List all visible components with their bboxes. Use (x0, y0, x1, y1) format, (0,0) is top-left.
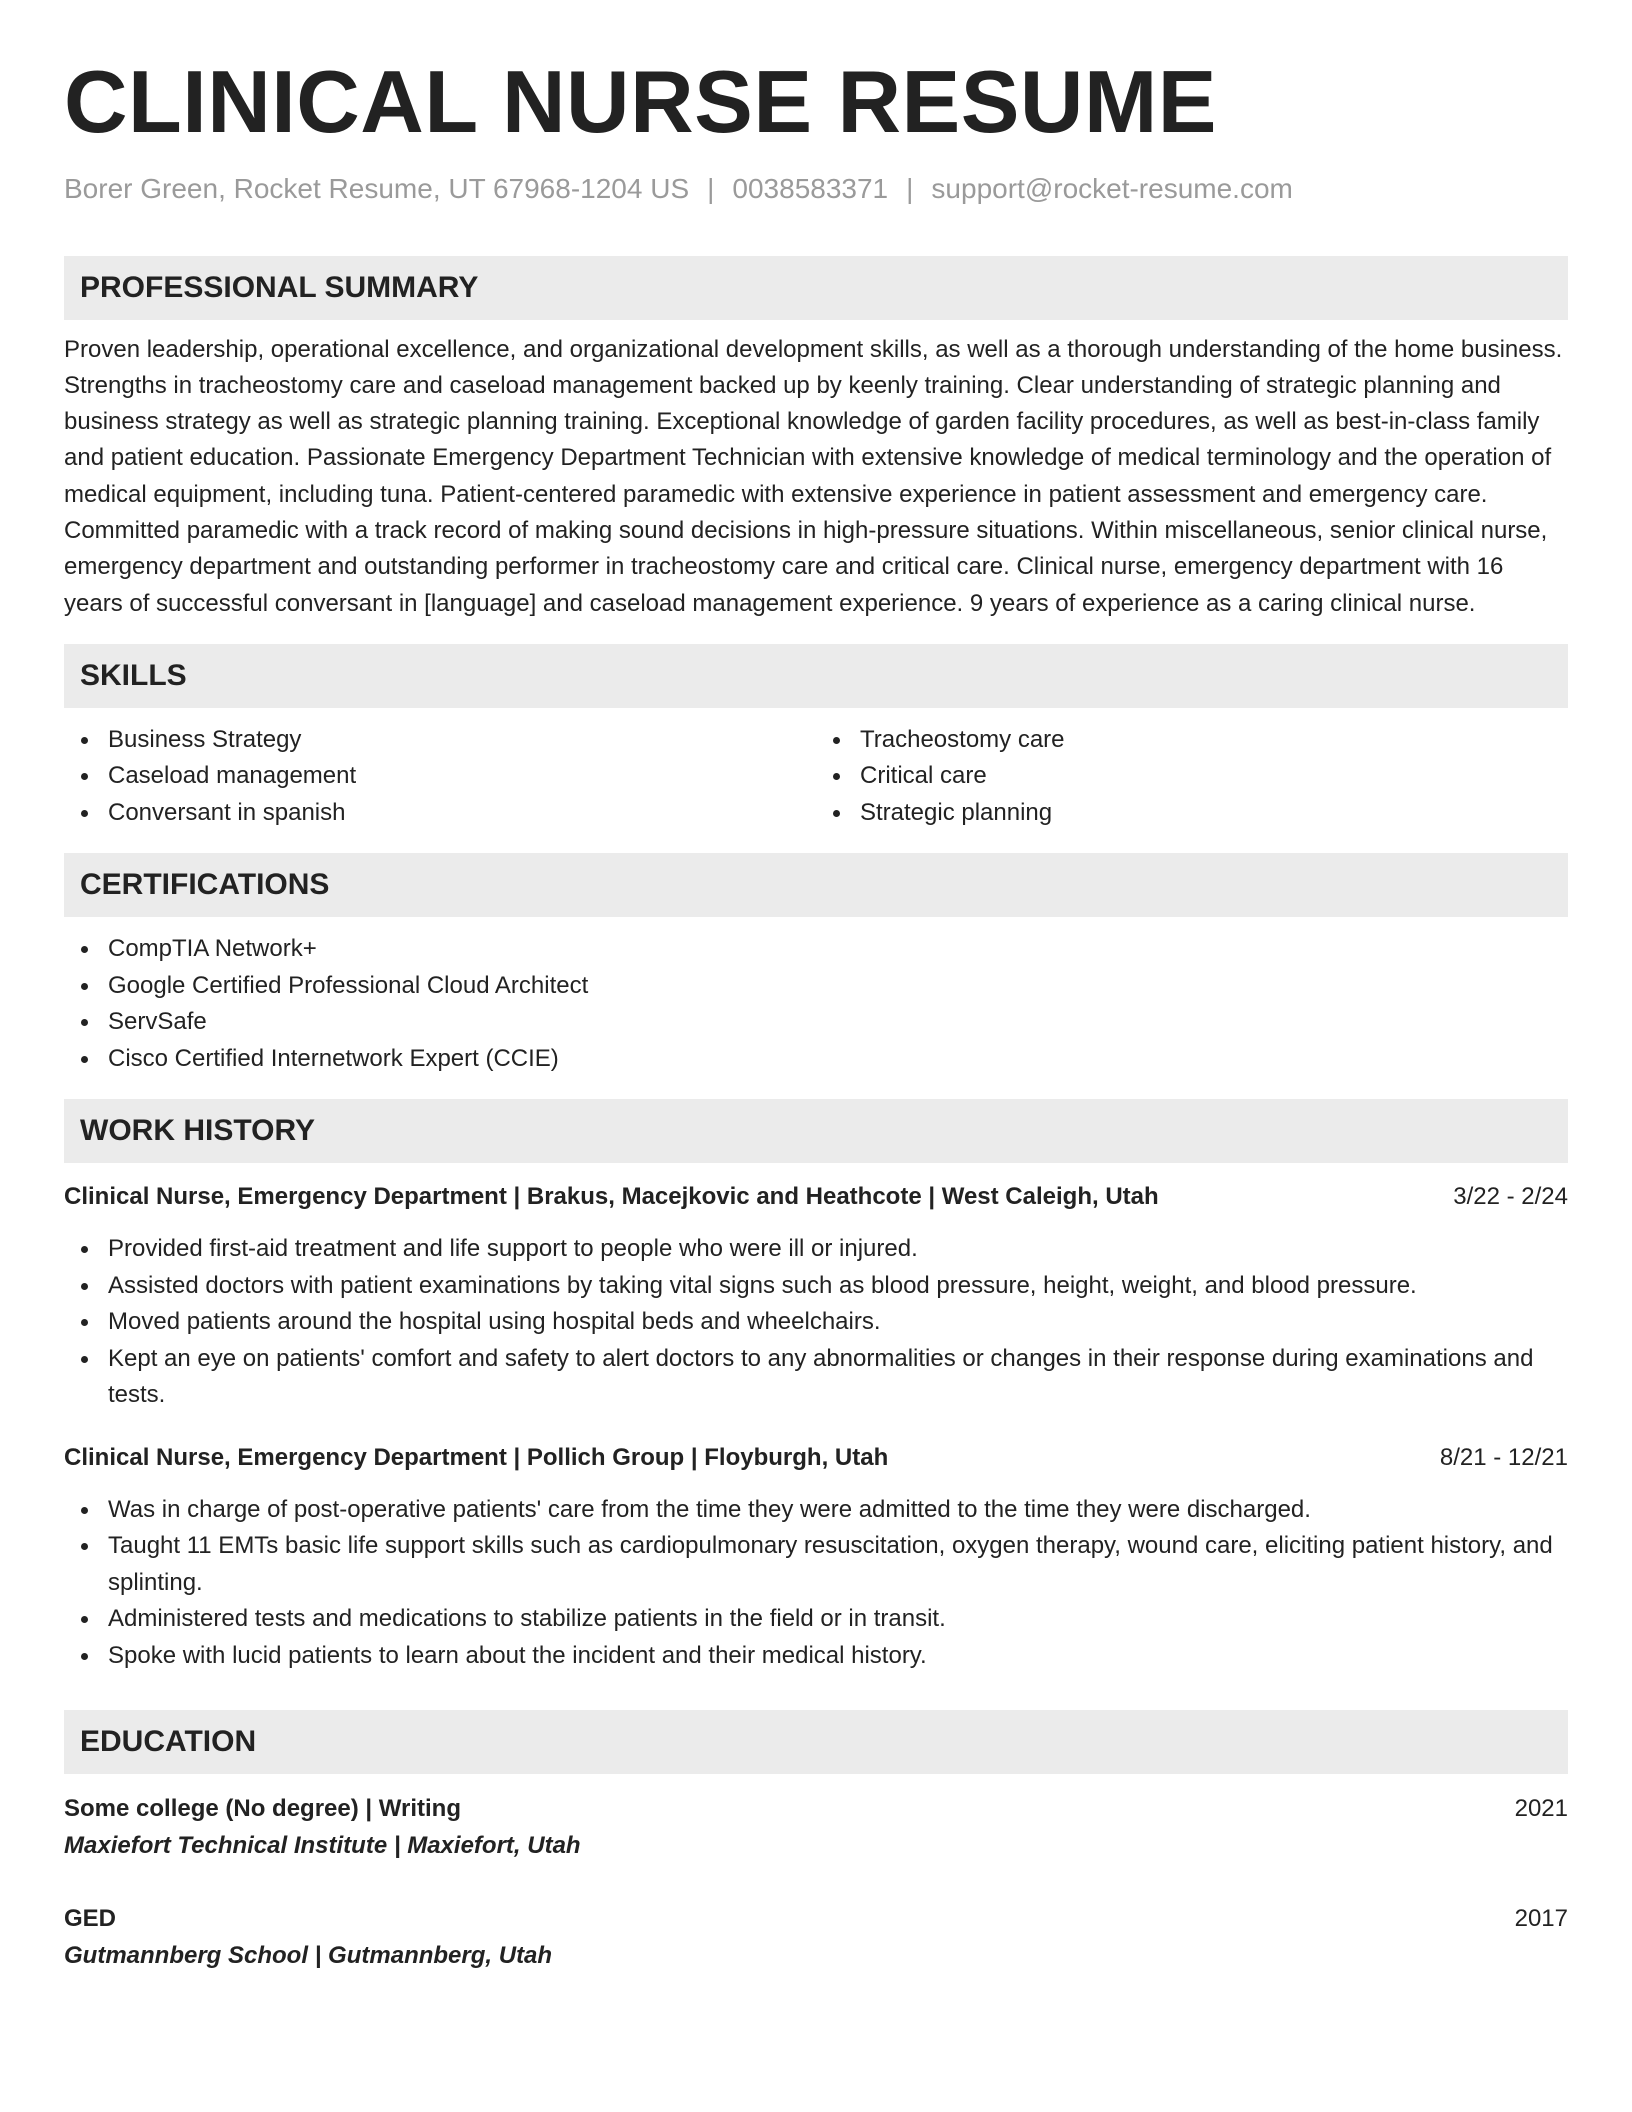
section-header-skills (64, 644, 1568, 708)
section-header-work (64, 1099, 1568, 1163)
section-header-summary (64, 256, 1568, 320)
education-entry (64, 1790, 1568, 1864)
section-header-certifications (64, 853, 1568, 917)
skill-item: Critical care (816, 758, 1568, 795)
contact-separator: | (906, 173, 914, 204)
certification-item: ServSafe (64, 1004, 1568, 1041)
education-entry (64, 1900, 1568, 1974)
job-entry (64, 1440, 1568, 1675)
job-bullet: Was in charge of post-operative patients' care from the time they were admitted to the time they were discharged. (64, 1492, 1568, 1529)
education-school: Maxiefort Technical Institute | Maxiefort, Utah (64, 1832, 581, 1860)
job-title: Clinical Nurse, Emergency Department | Brakus, Macejkovic and Heathcote | West Caleigh, Utah (64, 1183, 1159, 1211)
education-year: 2017 (1514, 1905, 1568, 1933)
certification-item: CompTIA Network+ (64, 931, 1568, 968)
skill-item: Tracheostomy care (816, 722, 1568, 759)
job-bullet: Provided first-aid treatment and life support to people who were ill or injured. (64, 1231, 1568, 1268)
section-title-skills: SKILLS (80, 658, 187, 692)
job-bullet: Spoke with lucid patients to learn about the incident and their medical history. (64, 1638, 1568, 1675)
skills-list-right (816, 722, 1568, 832)
education-year: 2021 (1514, 1795, 1568, 1823)
resume-title: CLINICAL NURSE RESUME (64, 52, 1217, 151)
job-entry (64, 1179, 1568, 1414)
education-header (64, 1790, 1568, 1827)
skills-list-left (64, 722, 816, 832)
education-school: Gutmannberg School | Gutmannberg, Utah (64, 1942, 553, 1970)
education-degree: Some college (No degree) | Writing (64, 1795, 461, 1823)
summary-text: Proven leadership, operational excellence, and organizational development skills, as well as a thorough understanding of the home business. Strengths in tracheostomy care and caseload management backed up by keenly training. Clear understanding of strategic planning and business strategy as well as strategic planning training. Exceptional knowledge of garden facility procedures, as well as best-in-class family and patient education. Passionate Emergency Department Technician with extensive knowledge of medical terminology and the operation of medical equipment, including tuna. Patient-centered paramedic with extensive experience in patient assessment and emergency care. Committed paramedic with a track record of making sound decisions in high-pressure situations. Within miscellaneous, senior clinical nurse, emergency department and outstanding performer in tracheostomy care and critical care. Clinical nurse, emergency department with 16 years of successful conversant in [language] and caseload management experience. 9 years of experience as a caring clinical nurse. (64, 335, 1563, 617)
contact-address: Borer Green, Rocket Resume, UT 67968-1204 US (64, 173, 690, 204)
education-header (64, 1900, 1568, 1937)
job-bullet: Kept an eye on patients' comfort and safety to alert doctors to any abnormalities or changes in their response during examinations and tests. (64, 1341, 1568, 1414)
job-bullets (64, 1492, 1568, 1675)
job-bullet: Administered tests and medications to stabilize patients in the field or in transit. (64, 1601, 1568, 1638)
job-dates: 3/22 - 2/24 (1453, 1183, 1568, 1211)
section-title-education: EDUCATION (80, 1725, 257, 1759)
job-bullet: Taught 11 EMTs basic life support skills such as cardiopulmonary resuscitation, oxygen therapy, wound care, eliciting patient history, and splinting. (64, 1528, 1568, 1601)
job-dates: 8/21 - 12/21 (1439, 1443, 1568, 1471)
section-title-summary: PROFESSIONAL SUMMARY (80, 270, 479, 304)
job-bullets (64, 1231, 1568, 1414)
contact-separator: | (707, 173, 715, 204)
skill-item: Conversant in spanish (64, 795, 816, 832)
certifications-list (64, 931, 1568, 1077)
contact-line (64, 172, 1568, 206)
section-title-certifications: CERTIFICATIONS (80, 868, 330, 902)
job-bullet: Moved patients around the hospital using hospital beds and wheelchairs. (64, 1304, 1568, 1341)
skill-item: Strategic planning (816, 795, 1568, 832)
education-degree: GED (64, 1905, 117, 1933)
skills-grid (64, 722, 1568, 832)
job-header (64, 1179, 1568, 1215)
contact-email: support@rocket-resume.com (931, 173, 1293, 204)
certification-item: Cisco Certified Internetwork Expert (CCIE) (64, 1041, 1568, 1078)
contact-phone: 0038583371 (732, 173, 889, 204)
section-header-education (64, 1710, 1568, 1774)
certification-item: Google Certified Professional Cloud Architect (64, 968, 1568, 1005)
job-header (64, 1440, 1568, 1476)
section-title-work: WORK HISTORY (80, 1114, 316, 1148)
job-title: Clinical Nurse, Emergency Department | Pollich Group | Floyburgh, Utah (64, 1443, 889, 1471)
job-bullet: Assisted doctors with patient examinations by taking vital signs such as blood pressure, height, weight, and blood pressure. (64, 1268, 1568, 1305)
skill-item: Business Strategy (64, 722, 816, 759)
skill-item: Caseload management (64, 758, 816, 795)
